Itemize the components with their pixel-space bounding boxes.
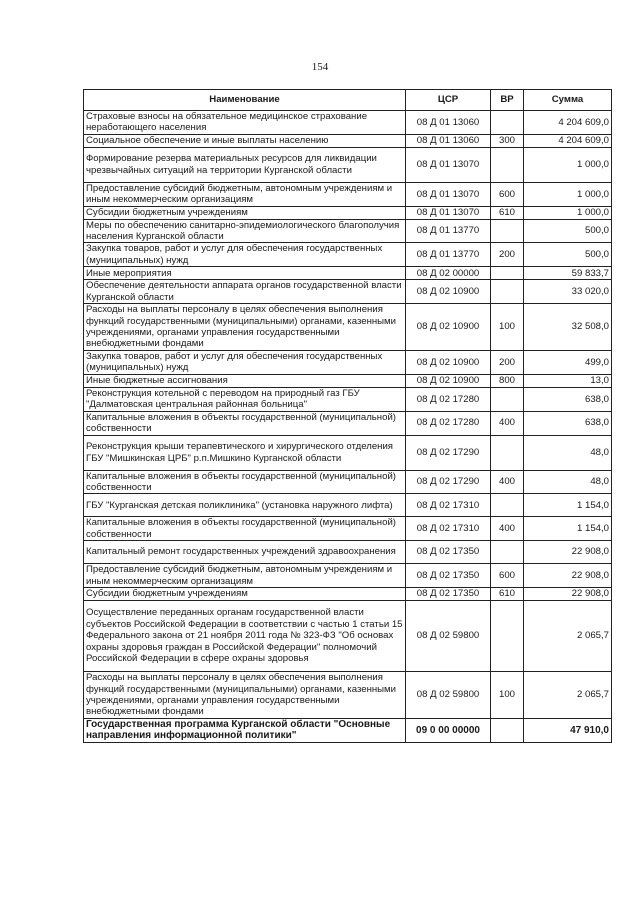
cell-sum: 2 065,7 [524,600,612,671]
cell-name: Закупка товаров, работ и услуг для обеспечения государственных (муниципальных) нужд [84,243,406,267]
table-row [84,219,612,243]
table-header-row [84,90,612,111]
cell-csr: 08 Д 02 17350 [406,541,491,564]
table-row [84,494,612,517]
cell-name: Закупка товаров, работ и услуг для обеспечения государственных (муниципальных) нужд [84,351,406,375]
cell-name: Капитальные вложения в объекты государственной (муниципальной) собственности [84,411,406,435]
header-vr: ВР [491,90,524,111]
cell-sum: 48,0 [524,435,612,470]
cell-sum: 1 000,0 [524,147,612,182]
cell-sum: 500,0 [524,219,612,243]
cell-csr: 08 Д 01 13060 [406,134,491,147]
cell-sum: 13,0 [524,374,612,387]
table-row [84,134,612,147]
cell-vr: 610 [491,206,524,219]
table-row [84,541,612,564]
cell-sum: 500,0 [524,243,612,267]
cell-name: Предоставление субсидий бюджетным, автономным учреждениям и иным некоммерческим организациям [84,182,406,206]
cell-vr [491,600,524,671]
cell-sum: 4 204 609,0 [524,111,612,135]
table-row [84,517,612,541]
cell-name: Расходы на выплаты персоналу в целях обеспечения выполнения функций государственными (муниципальными) органами, казенными учреждениями, органами управления государственными внебюджетными фондами [84,304,406,351]
cell-name: Субсидии бюджетным учреждениям [84,206,406,219]
cell-sum: 47 910,0 [524,718,612,742]
cell-vr [491,147,524,182]
cell-name: Реконструкция котельной с переводом на природный газ ГБУ "Далматовская центральная районная больница" [84,387,406,411]
cell-sum: 22 908,0 [524,541,612,564]
cell-csr: 08 Д 01 13070 [406,206,491,219]
table-row [84,564,612,588]
table-row [84,304,612,351]
cell-sum: 33 020,0 [524,280,612,304]
table-row [84,351,612,375]
cell-csr: 08 Д 02 17280 [406,387,491,411]
cell-vr: 610 [491,587,524,600]
cell-sum: 1 000,0 [524,206,612,219]
cell-name: Реконструкция крыши терапевтического и хирургического отделения ГБУ "Мишкинская ЦРБ" р.п.Мишкино Курганской области [84,435,406,470]
cell-vr [491,280,524,304]
cell-sum: 4 204 609,0 [524,134,612,147]
cell-vr [491,219,524,243]
cell-name: Меры по обеспечению санитарно-эпидемиологического благополучия населения Курганской области [84,219,406,243]
table-row [84,411,612,435]
cell-csr: 08 Д 02 17350 [406,587,491,600]
cell-csr: 08 Д 02 17310 [406,494,491,517]
cell-vr: 400 [491,470,524,494]
cell-sum: 1 000,0 [524,182,612,206]
cell-name: Обеспечение деятельности аппарата органов государственной власти Курганской области [84,280,406,304]
table-row [84,147,612,182]
cell-name: Иные бюджетные ассигнования [84,374,406,387]
cell-csr: 08 Д 01 13770 [406,219,491,243]
cell-csr: 08 Д 02 00000 [406,267,491,280]
cell-csr: 08 Д 02 17290 [406,435,491,470]
cell-sum: 638,0 [524,387,612,411]
table-row [84,671,612,718]
cell-csr: 08 Д 02 59800 [406,600,491,671]
cell-sum: 22 908,0 [524,587,612,600]
cell-sum: 48,0 [524,470,612,494]
cell-vr: 100 [491,671,524,718]
table-row [84,267,612,280]
cell-name: Формирование резерва материальных ресурсов для ликвидации чрезвычайных ситуаций на территории Курганской области [84,147,406,182]
cell-sum: 32 508,0 [524,304,612,351]
cell-vr [491,267,524,280]
cell-csr: 08 Д 02 17350 [406,564,491,588]
table-row [84,587,612,600]
cell-csr: 08 Д 02 17290 [406,470,491,494]
cell-csr: 08 Д 01 13770 [406,243,491,267]
cell-vr: 600 [491,182,524,206]
table-row [84,182,612,206]
cell-vr: 300 [491,134,524,147]
cell-csr: 08 Д 01 13060 [406,111,491,135]
table-body [84,111,612,743]
header-name: Наименование [84,90,406,111]
cell-csr: 08 Д 02 17310 [406,517,491,541]
cell-name: Капитальные вложения в объекты государственной (муниципальной) собственности [84,470,406,494]
table-row [84,435,612,470]
cell-vr: 400 [491,517,524,541]
cell-sum: 638,0 [524,411,612,435]
table-row [84,470,612,494]
cell-sum: 2 065,7 [524,671,612,718]
cell-csr: 08 Д 02 10900 [406,374,491,387]
table-row [84,243,612,267]
table-row [84,600,612,671]
cell-sum: 59 833,7 [524,267,612,280]
cell-csr: 08 Д 02 10900 [406,280,491,304]
table-row [84,111,612,135]
cell-name: Страховые взносы на обязательное медицинское страхование неработающего населения [84,111,406,135]
table-row [84,374,612,387]
table-row [84,280,612,304]
cell-csr: 08 Д 02 59800 [406,671,491,718]
cell-csr: 08 Д 02 10900 [406,351,491,375]
cell-sum: 22 908,0 [524,564,612,588]
cell-csr: 08 Д 01 13070 [406,147,491,182]
cell-vr [491,541,524,564]
cell-name: Осуществление переданных органам государственной власти субъектов Российской Федерации в соответствии с частью 1 статьи 15 Федерального закона от 21 ноября 2011 года № 323-ФЗ "Об основах охраны здоровья граждан в Российской Федерации" полномочий Российской Федерации в сфере охраны здоровья [84,600,406,671]
budget-table [83,89,612,743]
cell-sum: 1 154,0 [524,494,612,517]
cell-vr: 400 [491,411,524,435]
cell-name: Иные мероприятия [84,267,406,280]
cell-name: Субсидии бюджетным учреждениям [84,587,406,600]
cell-csr: 08 Д 02 17280 [406,411,491,435]
cell-csr: 08 Д 01 13070 [406,182,491,206]
cell-csr: 08 Д 02 10900 [406,304,491,351]
cell-sum: 499,0 [524,351,612,375]
table-row-total [84,718,612,742]
cell-vr: 200 [491,351,524,375]
cell-vr [491,387,524,411]
cell-name: ГБУ "Курганская детская поликлиника" (установка наружного лифта) [84,494,406,517]
page-number: 154 [311,61,329,73]
cell-vr [491,111,524,135]
cell-vr: 800 [491,374,524,387]
cell-csr: 09 0 00 00000 [406,718,491,742]
cell-name: Капитальные вложения в объекты государственной (муниципальной) собственности [84,517,406,541]
cell-vr: 200 [491,243,524,267]
cell-sum: 1 154,0 [524,517,612,541]
cell-name: Социальное обеспечение и иные выплаты населению [84,134,406,147]
header-sum: Сумма [524,90,612,111]
cell-name: Предоставление субсидий бюджетным, автономным учреждениям и иным некоммерческим организациям [84,564,406,588]
table-row [84,387,612,411]
header-csr: ЦСР [406,90,491,111]
cell-vr: 600 [491,564,524,588]
cell-vr [491,718,524,742]
cell-vr: 100 [491,304,524,351]
cell-vr [491,494,524,517]
cell-name: Расходы на выплаты персоналу в целях обеспечения выполнения функций государственными (муниципальными) органами, казенными учреждениями, органами управления государственными внебюджетными фондами [84,671,406,718]
cell-name: Государственная программа Курганской области "Основные направления информационной политики" [84,718,406,742]
cell-vr [491,435,524,470]
cell-name: Капитальный ремонт государственных учреждений здравоохранения [84,541,406,564]
table-row [84,206,612,219]
